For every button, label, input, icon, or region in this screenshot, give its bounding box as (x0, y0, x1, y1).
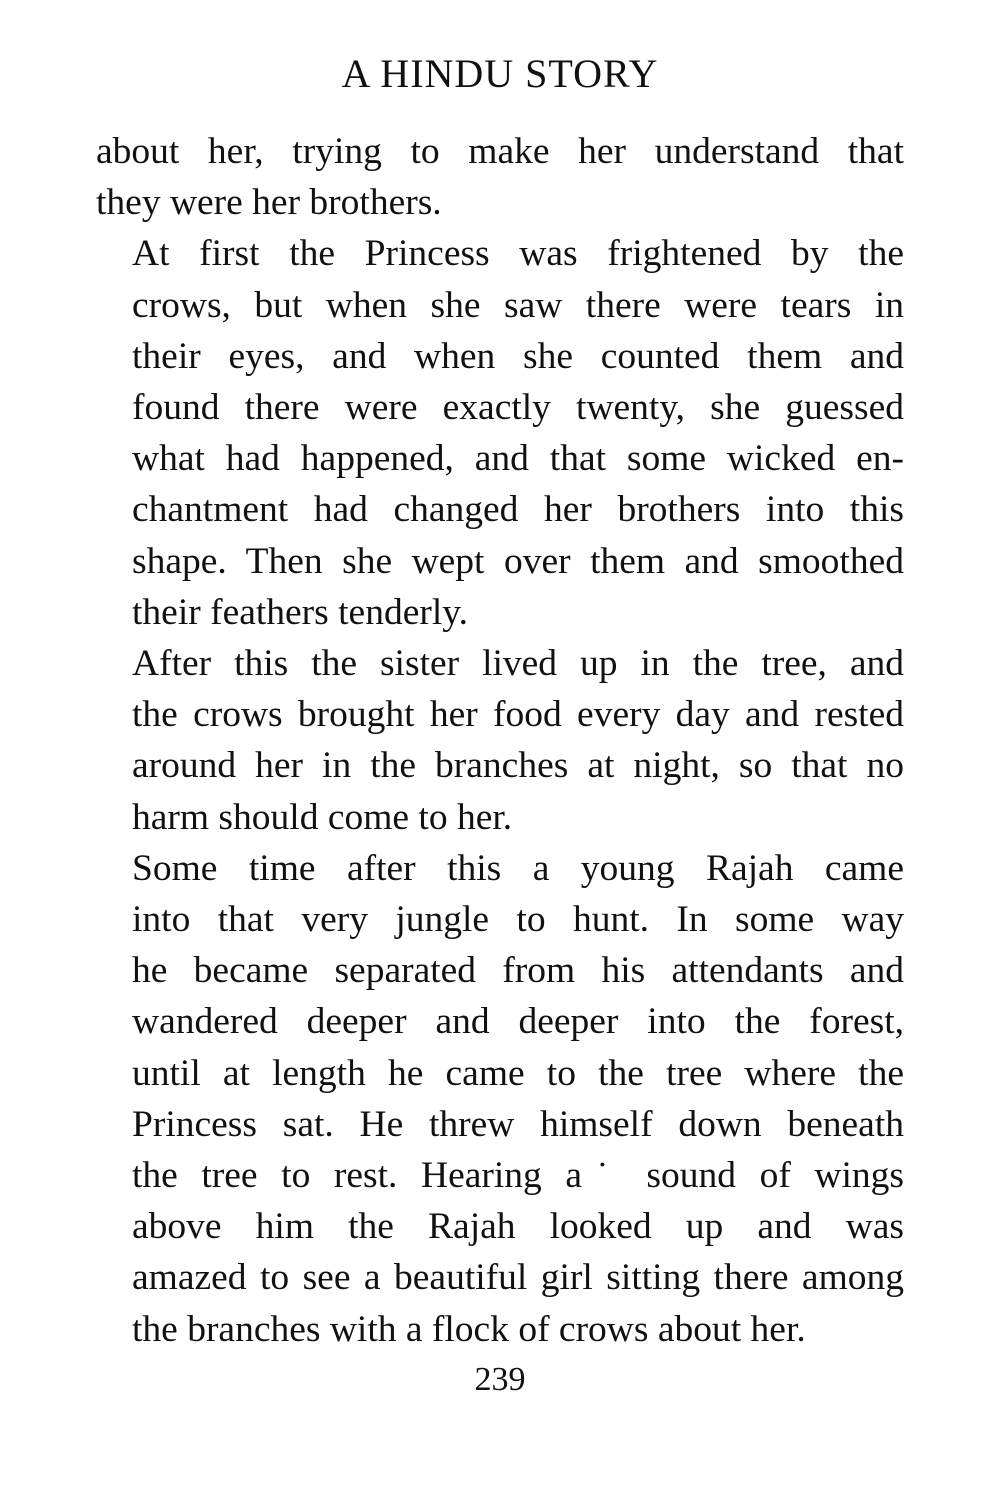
text-line: their eyes, and when she counted them and (132, 335, 904, 377)
text-line: the tree to rest. Hearing a˙ sound of wings (132, 1155, 904, 1197)
text-line: into that very jungle to hunt. In some way (132, 899, 904, 941)
text-line: he became separated from his attendants and (132, 950, 904, 992)
text-line: they were her brothers. (96, 182, 442, 224)
text-line: the branches with a flock of crows about her. (132, 1308, 806, 1350)
body-text (96, 126, 904, 1355)
text-line: until at length he came to the tree where the (132, 1052, 904, 1094)
text-line: around her in the branches at night, so that no (132, 745, 904, 787)
page-number: 239 (474, 1361, 526, 1398)
text-line: amazed to see a beautiful girl sitting there among (132, 1257, 904, 1299)
text-line: about her, trying to make her understand that (96, 131, 904, 172)
paragraph-4 (96, 843, 904, 1355)
text-line: harm should come to her. (132, 796, 513, 838)
text-line: above him the Rajah looked up and was (132, 1206, 904, 1248)
running-head: A HINDU STORY (341, 51, 659, 96)
text-line: shape. Then she wept over them and smoothed (132, 540, 904, 582)
text-line: crows, but when she saw there were tears in (132, 284, 904, 326)
paragraph-3 (96, 638, 904, 843)
text-line: Some time after this a young Rajah came (132, 847, 904, 889)
text-line: their feathers tenderly. (132, 591, 468, 633)
text-line: At first the Princess was frightened by the (132, 233, 904, 275)
text-line: Princess sat. He threw himself down beneath (132, 1103, 904, 1145)
text-line: the crows brought her food every day and rested (132, 694, 904, 736)
text-line: found there were exactly twenty, she guessed (132, 387, 904, 429)
paragraph-2 (96, 228, 904, 638)
text-line: what had happened, and that some wicked en- (132, 438, 904, 480)
text-line: chantment had changed her brothers into this (132, 489, 904, 531)
paragraph-1 (96, 126, 904, 228)
text-line: After this the sister lived up in the tree, and (132, 643, 904, 685)
text-line: wandered deeper and deeper into the forest, (132, 1001, 904, 1043)
